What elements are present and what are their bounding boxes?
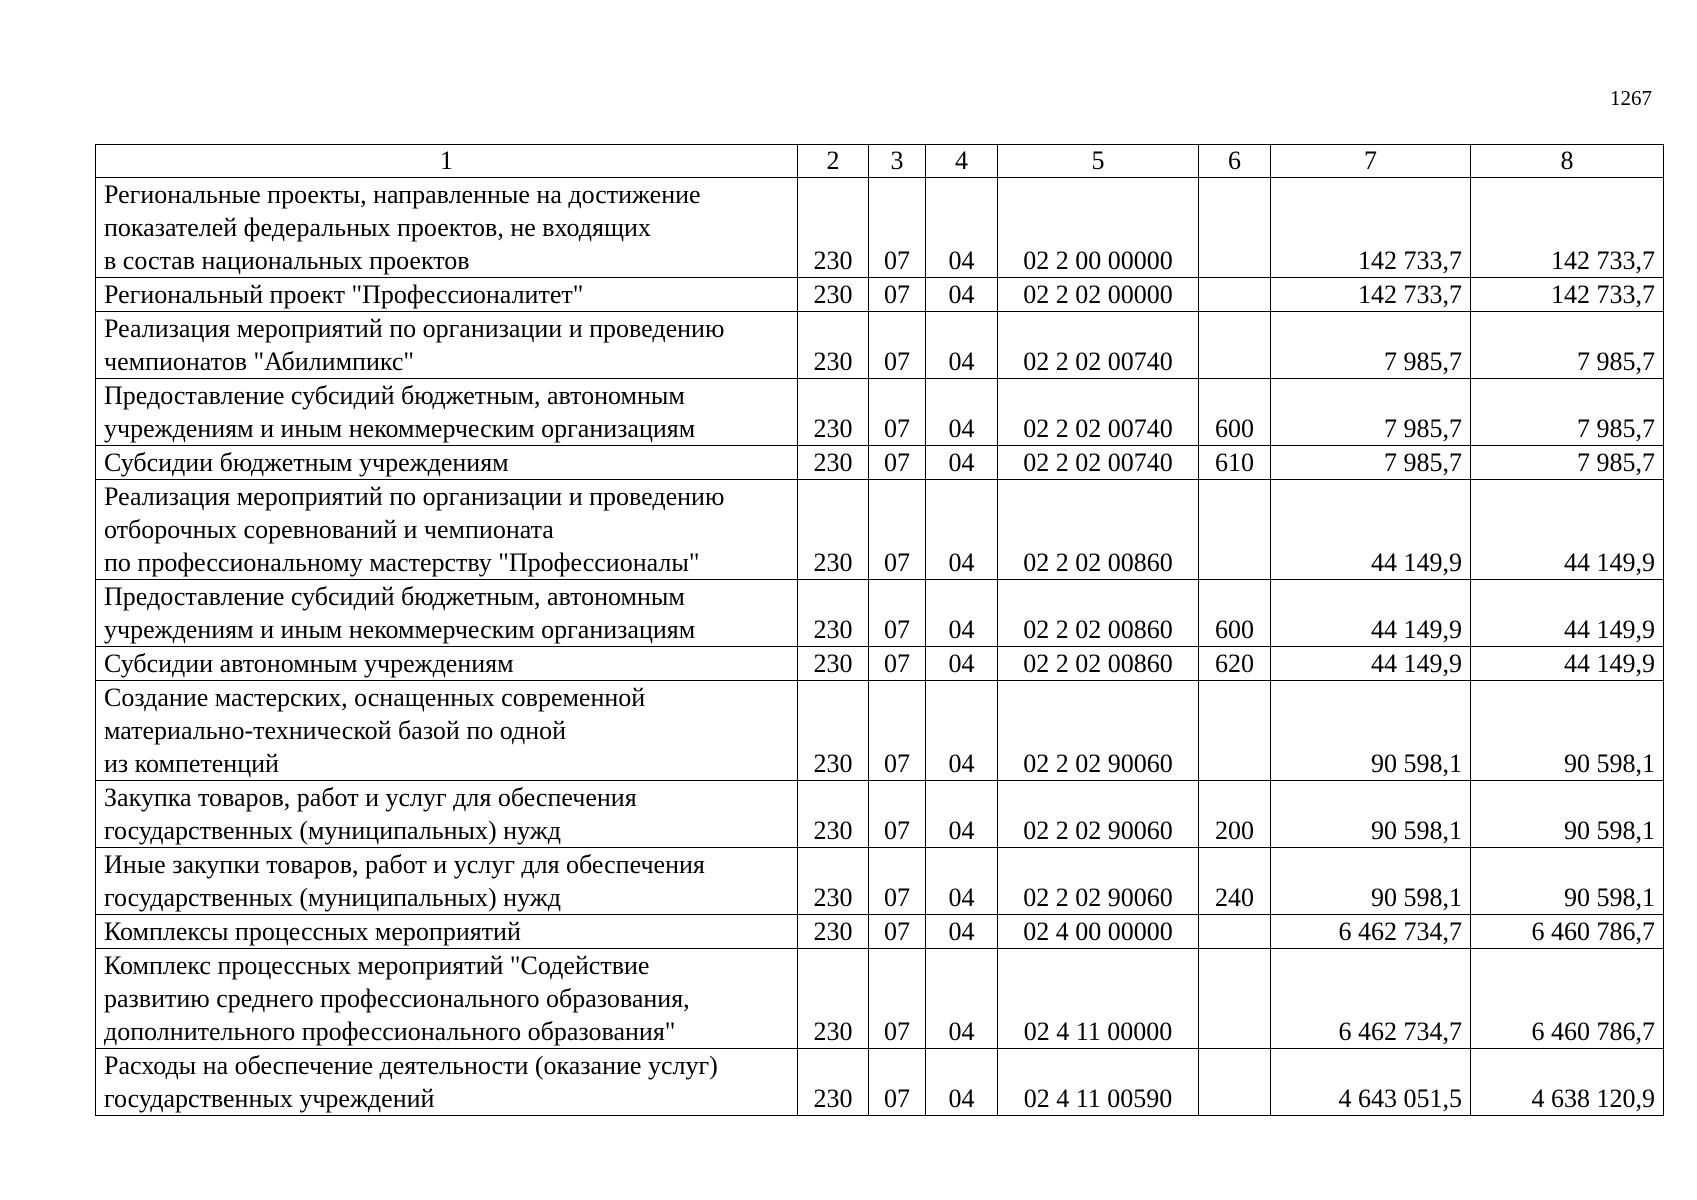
- table-row: [96, 379, 1664, 446]
- amount-7-cell: 44 149,9: [1271, 480, 1471, 580]
- col-2-cell: 230: [798, 848, 869, 915]
- item-name-line: развитию среднего профессионального образования,: [104, 984, 690, 1013]
- item-name-line: государственных (муниципальных) нужд: [104, 883, 561, 912]
- code-cell: 02 2 02 90060: [998, 681, 1199, 781]
- type-cell: 600: [1199, 379, 1271, 446]
- code-cell: 02 2 02 00740: [998, 379, 1199, 446]
- col-4-cell: 04: [926, 278, 998, 312]
- table-row: [96, 480, 1664, 580]
- col-4-cell: 04: [926, 848, 998, 915]
- code-cell: 02 2 02 00740: [998, 312, 1199, 379]
- table-row: [96, 848, 1664, 915]
- type-cell: [1199, 949, 1271, 1049]
- table-row: [96, 580, 1664, 647]
- item-name-line: государственных (муниципальных) нужд: [104, 816, 561, 845]
- code-cell: 02 2 02 00000: [998, 278, 1199, 312]
- code-cell: 02 4 11 00000: [998, 949, 1199, 1049]
- table-row: [96, 312, 1664, 379]
- item-name-line: по профессиональному мастерству "Профессионалы": [104, 548, 700, 577]
- item-name-cell: [96, 647, 798, 681]
- col-3-cell: 07: [869, 1049, 926, 1116]
- code-cell: 02 2 02 00740: [998, 446, 1199, 480]
- table-row: [96, 949, 1664, 1049]
- col-2-cell: 230: [798, 647, 869, 681]
- col-3-cell: 07: [869, 480, 926, 580]
- header-row: [96, 145, 1664, 178]
- amount-7-cell: 7 985,7: [1271, 312, 1471, 379]
- item-name-line: учреждениям и иным некоммерческим организациям: [104, 414, 696, 443]
- item-name-line: материально-технической базой по одной: [104, 716, 567, 745]
- amount-8-cell: 7 985,7: [1471, 312, 1664, 379]
- header-cell-3: 3: [869, 145, 926, 178]
- item-name-line: учреждениям и иным некоммерческим организациям: [104, 615, 696, 644]
- col-4-cell: 04: [926, 480, 998, 580]
- amount-8-cell: 44 149,9: [1471, 647, 1664, 681]
- header-cell-4: 4: [926, 145, 998, 178]
- amount-8-cell: 142 733,7: [1471, 178, 1664, 278]
- col-2-cell: 230: [798, 312, 869, 379]
- col-4-cell: 04: [926, 580, 998, 647]
- type-cell: [1199, 312, 1271, 379]
- col-4-cell: 04: [926, 681, 998, 781]
- amount-8-cell: 44 149,9: [1471, 580, 1664, 647]
- type-cell: 620: [1199, 647, 1271, 681]
- amount-7-cell: 90 598,1: [1271, 781, 1471, 848]
- col-2-cell: 230: [798, 446, 869, 480]
- amount-8-cell: 44 149,9: [1471, 480, 1664, 580]
- col-3-cell: 07: [869, 580, 926, 647]
- item-name-cell: [96, 681, 798, 781]
- col-4-cell: 04: [926, 1049, 998, 1116]
- amount-7-cell: 4 643 051,5: [1271, 1049, 1471, 1116]
- type-cell: [1199, 915, 1271, 949]
- col-3-cell: 07: [869, 446, 926, 480]
- type-cell: 610: [1199, 446, 1271, 480]
- item-name-line: Комплексы процессных мероприятий: [104, 917, 521, 946]
- col-4-cell: 04: [926, 949, 998, 1049]
- item-name-line: государственных учреждений: [104, 1084, 435, 1113]
- table-row: [96, 446, 1664, 480]
- item-name-line: Субсидии бюджетным учреждениям: [104, 448, 509, 477]
- item-name-line: чемпионатов "Абилимпикс": [104, 347, 414, 376]
- item-name-line: отборочных соревнований и чемпионата: [104, 515, 554, 544]
- col-2-cell: 230: [798, 681, 869, 781]
- code-cell: 02 4 11 00590: [998, 1049, 1199, 1116]
- col-2-cell: 230: [798, 480, 869, 580]
- col-2-cell: 230: [798, 781, 869, 848]
- item-name-line: из компетенций: [104, 749, 279, 778]
- col-4-cell: 04: [926, 781, 998, 848]
- col-2-cell: 230: [798, 580, 869, 647]
- code-cell: 02 2 00 00000: [998, 178, 1199, 278]
- amount-8-cell: 142 733,7: [1471, 278, 1664, 312]
- item-name-cell: [96, 915, 798, 949]
- amount-7-cell: 142 733,7: [1271, 178, 1471, 278]
- item-name-line: Региональный проект "Профессионалитет": [104, 280, 584, 309]
- type-cell: [1199, 480, 1271, 580]
- header-cell-8: 8: [1471, 145, 1664, 178]
- col-4-cell: 04: [926, 312, 998, 379]
- table-row: [96, 647, 1664, 681]
- amount-8-cell: 90 598,1: [1471, 681, 1664, 781]
- col-3-cell: 07: [869, 312, 926, 379]
- amount-7-cell: 90 598,1: [1271, 848, 1471, 915]
- amount-8-cell: 7 985,7: [1471, 446, 1664, 480]
- code-cell: 02 2 02 00860: [998, 480, 1199, 580]
- header-cell-5: 5: [998, 145, 1199, 178]
- col-4-cell: 04: [926, 647, 998, 681]
- table-row: [96, 178, 1664, 278]
- amount-7-cell: 90 598,1: [1271, 681, 1471, 781]
- item-name-line: Создание мастерских, оснащенных современной: [104, 683, 646, 712]
- item-name-line: дополнительного профессионального образования": [104, 1017, 676, 1046]
- table-body: [96, 145, 1664, 1116]
- amount-8-cell: 90 598,1: [1471, 848, 1664, 915]
- col-2-cell: 230: [798, 278, 869, 312]
- item-name-cell: [96, 949, 798, 1049]
- amount-8-cell: 6 460 786,7: [1471, 949, 1664, 1049]
- amount-8-cell: 4 638 120,9: [1471, 1049, 1664, 1116]
- col-3-cell: 07: [869, 848, 926, 915]
- page-number: 1267: [1610, 86, 1652, 110]
- code-cell: 02 2 02 90060: [998, 848, 1199, 915]
- amount-7-cell: 44 149,9: [1271, 580, 1471, 647]
- header-cell-1: 1: [96, 145, 798, 178]
- col-2-cell: 230: [798, 379, 869, 446]
- amount-7-cell: 44 149,9: [1271, 647, 1471, 681]
- col-3-cell: 07: [869, 379, 926, 446]
- item-name-cell: [96, 1049, 798, 1116]
- item-name-line: в состав национальных проектов: [104, 246, 470, 275]
- code-cell: 02 2 02 00860: [998, 580, 1199, 647]
- item-name-cell: [96, 446, 798, 480]
- item-name-cell: [96, 178, 798, 278]
- item-name-cell: [96, 379, 798, 446]
- item-name-line: Региональные проекты, направленные на достижение: [104, 180, 701, 209]
- amount-7-cell: 142 733,7: [1271, 278, 1471, 312]
- header-cell-7: 7: [1271, 145, 1471, 178]
- table-row: [96, 915, 1664, 949]
- item-name-line: Расходы на обеспечение деятельности (оказание услуг): [104, 1051, 718, 1080]
- col-4-cell: 04: [926, 915, 998, 949]
- item-name-cell: [96, 312, 798, 379]
- item-name-line: Реализация мероприятий по организации и проведению: [104, 314, 725, 343]
- col-4-cell: 04: [926, 379, 998, 446]
- item-name-cell: [96, 781, 798, 848]
- col-3-cell: 07: [869, 915, 926, 949]
- table-row: [96, 1049, 1664, 1116]
- code-cell: 02 2 02 00860: [998, 647, 1199, 681]
- code-cell: 02 4 00 00000: [998, 915, 1199, 949]
- type-cell: [1199, 278, 1271, 312]
- col-3-cell: 07: [869, 781, 926, 848]
- header-cell-6: 6: [1199, 145, 1271, 178]
- col-2-cell: 230: [798, 1049, 869, 1116]
- amount-8-cell: 7 985,7: [1471, 379, 1664, 446]
- item-name-line: Субсидии автономным учреждениям: [104, 649, 514, 678]
- col-3-cell: 07: [869, 949, 926, 1049]
- col-4-cell: 04: [926, 446, 998, 480]
- amount-8-cell: 6 460 786,7: [1471, 915, 1664, 949]
- type-cell: 600: [1199, 580, 1271, 647]
- col-2-cell: 230: [798, 178, 869, 278]
- item-name-line: Комплекс процессных мероприятий "Содействие: [104, 951, 650, 980]
- budget-table: [95, 144, 1664, 1116]
- header-cell-2: 2: [798, 145, 869, 178]
- type-cell: [1199, 681, 1271, 781]
- col-3-cell: 07: [869, 647, 926, 681]
- code-cell: 02 2 02 90060: [998, 781, 1199, 848]
- col-4-cell: 04: [926, 178, 998, 278]
- amount-7-cell: 7 985,7: [1271, 379, 1471, 446]
- amount-8-cell: 90 598,1: [1471, 781, 1664, 848]
- table-row: [96, 781, 1664, 848]
- item-name-line: показателей федеральных проектов, не входящих: [104, 213, 651, 242]
- col-3-cell: 07: [869, 278, 926, 312]
- col-2-cell: 230: [798, 915, 869, 949]
- item-name-line: Закупка товаров, работ и услуг для обеспечения: [104, 783, 637, 812]
- col-3-cell: 07: [869, 681, 926, 781]
- amount-7-cell: 6 462 734,7: [1271, 915, 1471, 949]
- amount-7-cell: 7 985,7: [1271, 446, 1471, 480]
- type-cell: 200: [1199, 781, 1271, 848]
- table-row: [96, 681, 1664, 781]
- item-name-line: Реализация мероприятий по организации и проведению: [104, 482, 725, 511]
- type-cell: [1199, 1049, 1271, 1116]
- amount-7-cell: 6 462 734,7: [1271, 949, 1471, 1049]
- item-name-cell: [96, 480, 798, 580]
- col-2-cell: 230: [798, 949, 869, 1049]
- item-name-cell: [96, 278, 798, 312]
- type-cell: 240: [1199, 848, 1271, 915]
- item-name-line: Предоставление субсидий бюджетным, автономным: [104, 582, 685, 611]
- item-name-cell: [96, 848, 798, 915]
- table-row: [96, 278, 1664, 312]
- item-name-line: Иные закупки товаров, работ и услуг для обеспечения: [104, 850, 705, 879]
- item-name-line: Предоставление субсидий бюджетным, автономным: [104, 381, 685, 410]
- item-name-cell: [96, 580, 798, 647]
- type-cell: [1199, 178, 1271, 278]
- col-3-cell: 07: [869, 178, 926, 278]
